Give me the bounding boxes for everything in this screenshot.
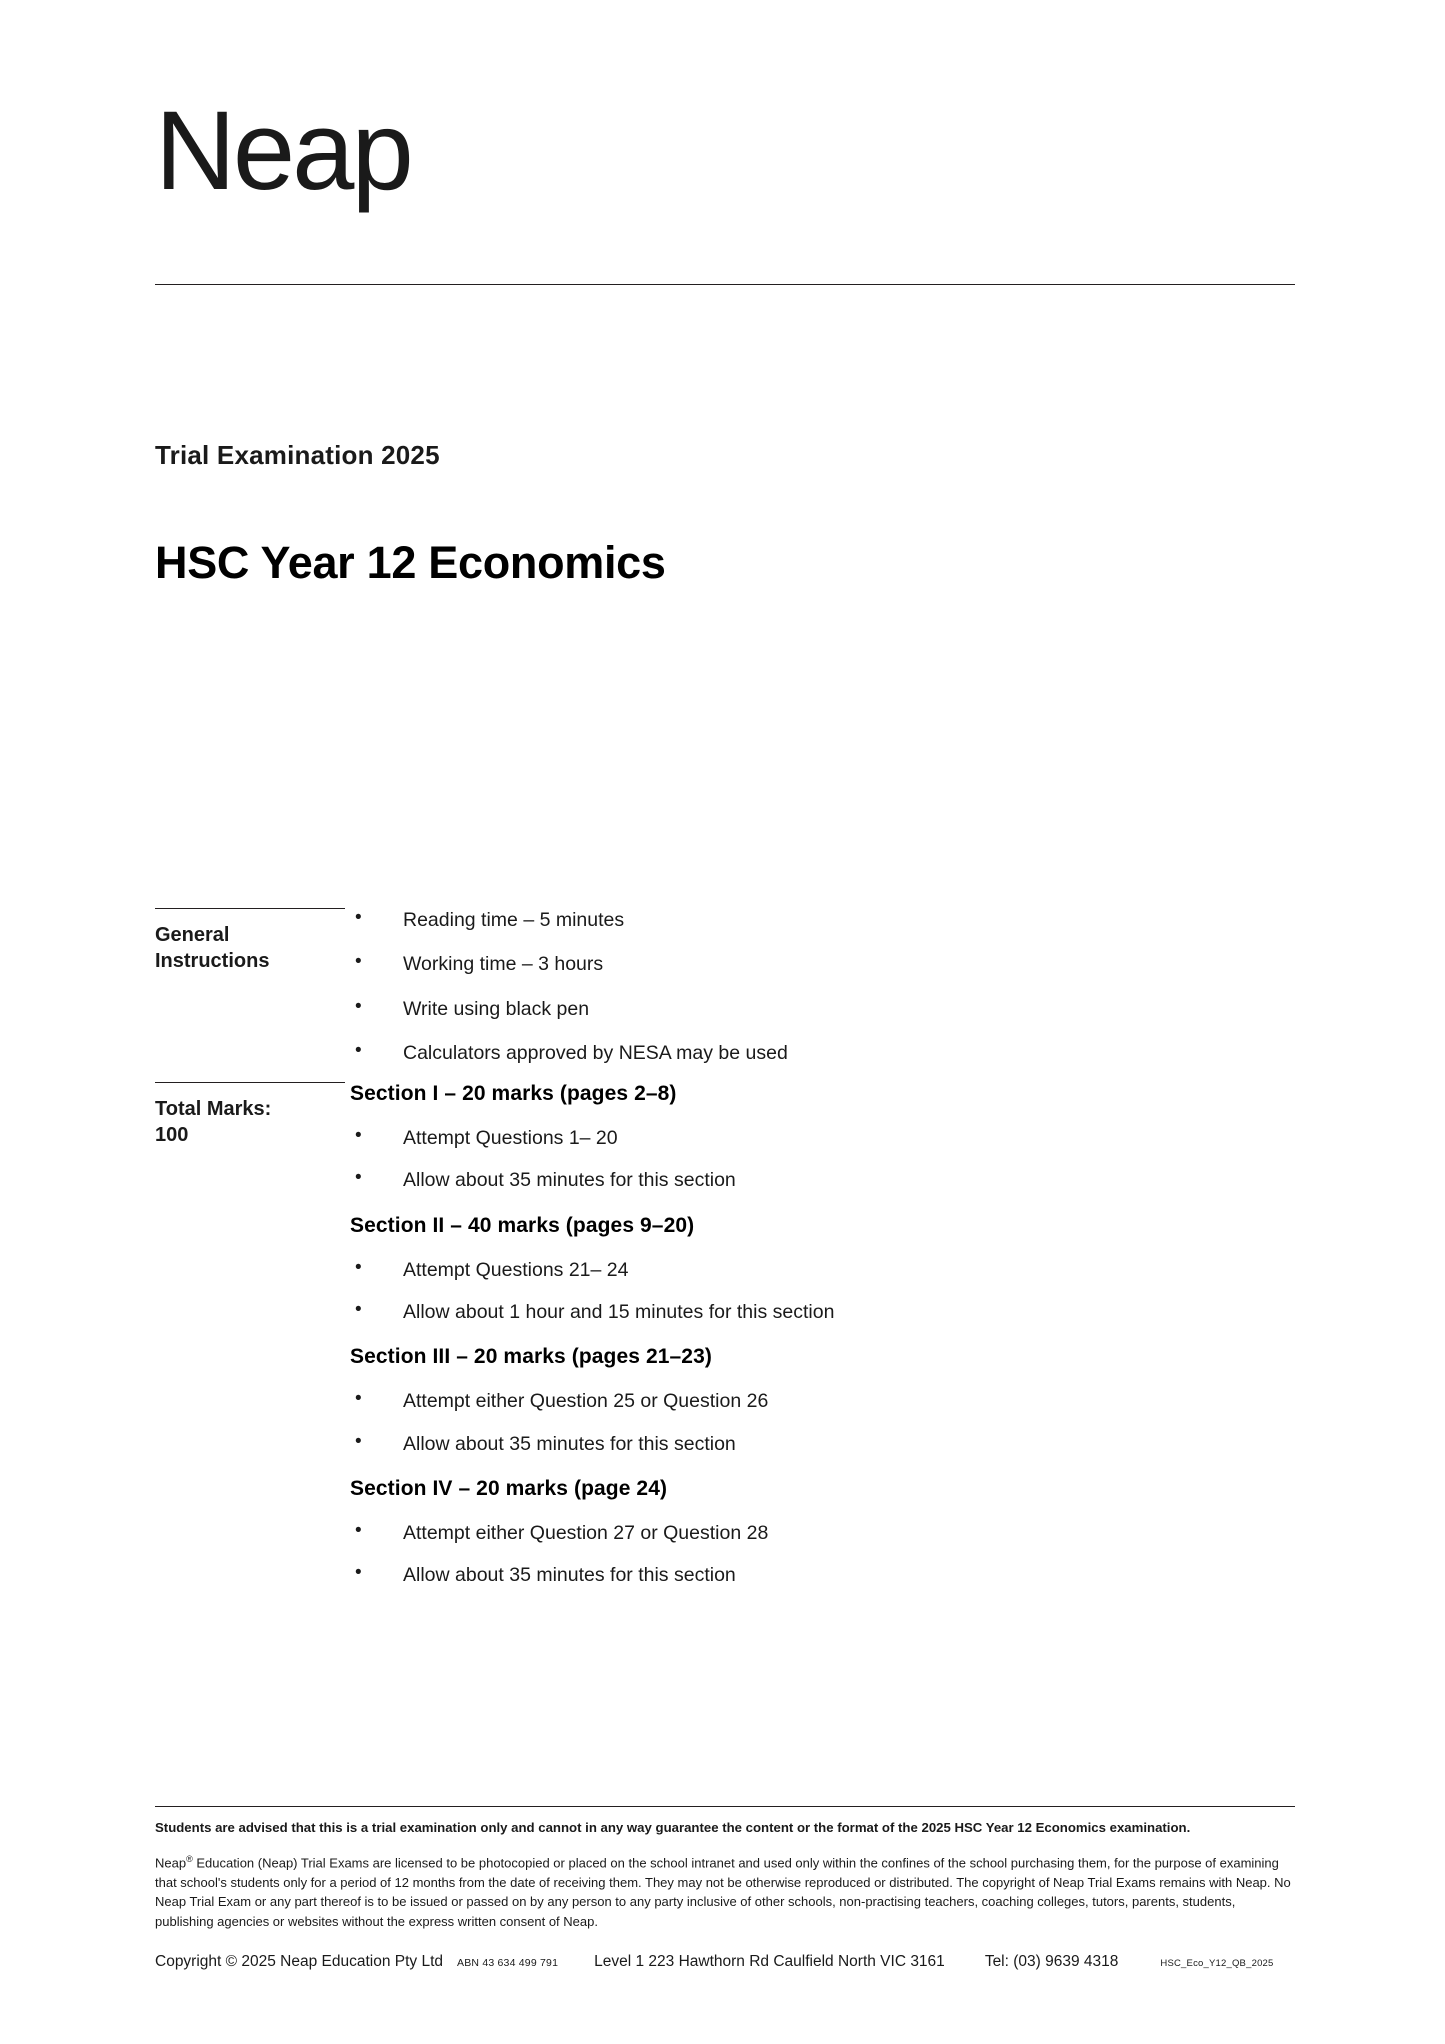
section-heading: Section II – 40 marks (pages 9–20)	[350, 1213, 695, 1237]
neap-logo: Neap	[155, 88, 411, 213]
copyright-paragraph	[155, 1853, 1295, 1931]
general-instructions-label-block	[155, 908, 345, 974]
total-marks-value: 100	[155, 1123, 189, 1146]
trial-exam-notice: Students are advised that this is a trial examination only and cannot in any way guarantee the content or the format of the 2025 HSC Year 12 Economics examination.	[155, 1820, 1191, 1835]
list-item: • Allow about 1 hour and 15 minutes for this section	[350, 1300, 1050, 1325]
list-item: • Calculators approved by NESA may be used	[350, 1041, 1050, 1066]
sections-list	[350, 1082, 1050, 1609]
list-item: • Allow about 35 minutes for this section	[350, 1168, 1050, 1193]
copyright-paragraph-lead: Neap	[155, 1855, 187, 1871]
section-block-4	[350, 1477, 1050, 1589]
list-item: • Attempt either Question 27 or Question 28	[350, 1521, 1050, 1546]
section-heading: Section III – 20 marks (pages 21–23)	[350, 1345, 712, 1369]
abn-text: ABN 43 634 499 791	[457, 1957, 559, 1970]
list-item: • Write using black pen	[350, 997, 1050, 1022]
general-instructions-divider	[155, 908, 345, 909]
page-footer	[155, 1806, 1295, 1971]
header-divider	[155, 284, 1295, 285]
list-item: • Attempt Questions 21– 24	[350, 1258, 1050, 1283]
list-item: • Attempt either Question 25 or Question 26	[350, 1389, 1050, 1414]
address-text: Level 1 223 Hawthorn Rd Caulfield North VIC 3161	[594, 1953, 945, 1971]
section-heading: Section I – 20 marks (pages 2–8)	[350, 1082, 677, 1105]
footer-details	[155, 1953, 1295, 1971]
registered-mark: ®	[186, 1854, 193, 1865]
list-item: • Reading time – 5 minutes	[350, 908, 1050, 933]
general-instructions-label-line1: General	[155, 924, 230, 946]
total-marks-block	[155, 1082, 345, 1148]
section-block-1	[350, 1082, 1050, 1194]
copyright-paragraph-body: Education (Neap) Trial Exams are licensed to be photocopied or placed on the school intranet and used only within the confines of the school purchasing them, for the purpose of examining that school's students only for a period of 12 months from the date of receiving them. They may not be otherwise reproduced or distributed. The copyright of Neap Trial Exams remains with Neap. No Neap Trial Exam or any part thereof is to be issued or passed on by any person to any party inclusive of other schools, non-practising teachers, coaching colleges, tutors, parents, students, publishing agencies or websites without the express written consent of Neap.	[155, 1855, 1291, 1929]
list-item: • Allow about 35 minutes for this section	[350, 1563, 1050, 1588]
list-item: • Working time – 3 hours	[350, 952, 1050, 977]
document-code: HSC_Eco_Y12_QB_2025	[1160, 1958, 1274, 1970]
section-block-2	[350, 1214, 1050, 1326]
list-item: • Allow about 35 minutes for this section	[350, 1432, 1050, 1457]
copyright-line: Copyright © 2025 Neap Education Pty Ltd	[155, 1953, 444, 1971]
total-marks-divider	[155, 1082, 345, 1083]
general-instructions-label-line2: Instructions	[155, 949, 270, 972]
page-title: HSC Year 12 Economics	[155, 537, 666, 588]
list-item: • Attempt Questions 1– 20	[350, 1126, 1050, 1151]
footer-divider	[155, 1806, 1295, 1807]
section-block-3	[350, 1345, 1050, 1457]
total-marks-label-text: Total Marks:	[155, 1098, 272, 1120]
telephone-text: Tel: (03) 9639 4318	[984, 1953, 1119, 1971]
exam-subtitle: Trial Examination 2025	[155, 440, 440, 470]
section-heading: Section IV – 20 marks (page 24)	[350, 1477, 668, 1501]
total-marks-label	[155, 1097, 345, 1148]
general-instructions-label	[155, 923, 345, 974]
general-instructions-list	[350, 908, 1050, 1085]
